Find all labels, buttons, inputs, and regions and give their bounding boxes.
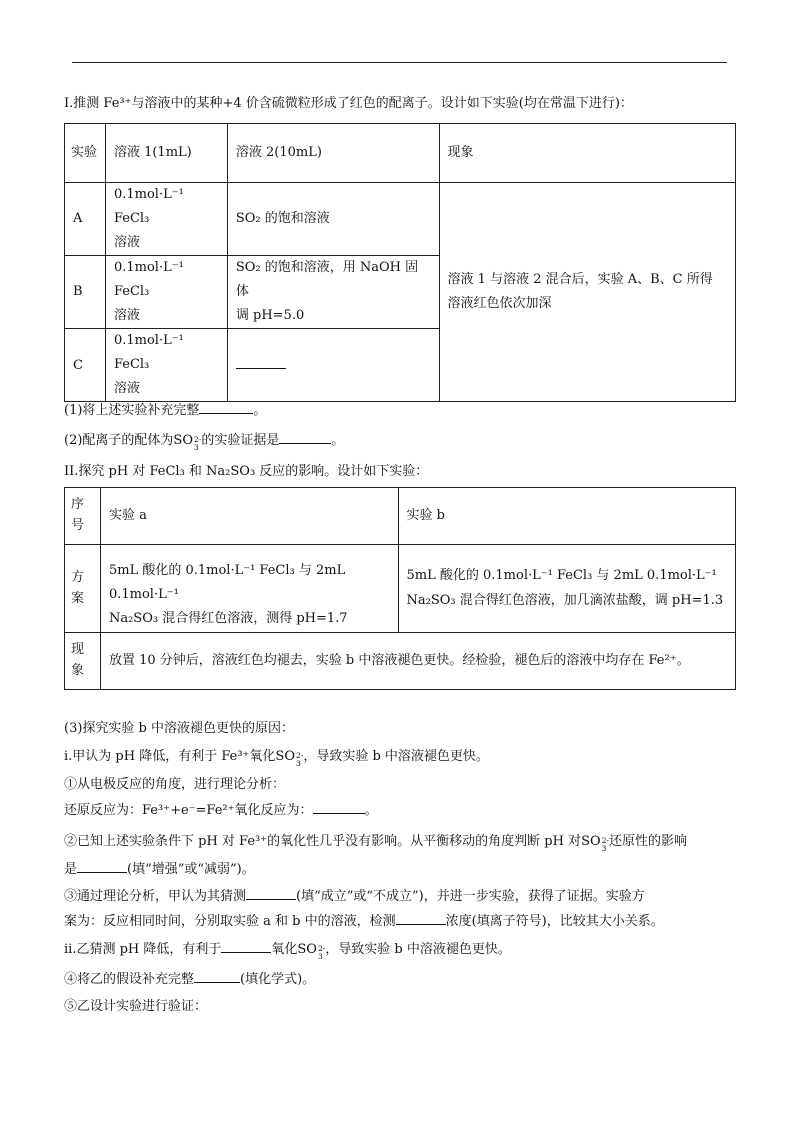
sulfite-ion: SO 2- 3 xyxy=(173,433,202,452)
sulfite-ion: SO 2- 3 xyxy=(275,749,304,768)
hypothesis-ii: ii.乙猜测 pH 降低，有利于 氧化 SO 2- 3 ，导致实验 b 中溶液褪色更快。 xyxy=(64,939,511,963)
header-solution-2: 溶液 2(10mL) xyxy=(227,124,439,183)
plan-label: 方案 xyxy=(65,545,101,633)
item-5: ⑤乙设计实验进行验证： xyxy=(64,999,208,1014)
row-a-solution-1: 0.1mol·L⁻¹ FeCl₃ 溶液 xyxy=(105,183,227,256)
row-c-solution-1: 0.1mol·L⁻¹ FeCl₃ 溶液 xyxy=(105,329,227,402)
header-rule xyxy=(72,62,727,63)
ion-concentration-blank[interactable] xyxy=(396,911,446,925)
row-b-solution-2: SO₂ 的饱和溶液，用 NaOH 固体 调 pH=5.0 xyxy=(227,256,439,329)
header-experiment-b: 实验 b xyxy=(398,488,735,545)
part1-intro: I.推测 Fe³⁺与溶液中的某种+4 价含硫微粒形成了红色的配离子。设计如下实验(均在常温下进行)： xyxy=(64,96,633,111)
question-3-title: (3)探究实验 b 中溶液褪色更快的原因： xyxy=(64,721,295,736)
sulfite-ion: SO 2- 3 xyxy=(297,942,326,961)
item-2: ②已知上述实验条件下 pH 对 Fe³⁺的氧化性几乎没有影响。从平衡移动的角度判断 pH 对 SO 2- 3 还原性的影响 xyxy=(64,834,687,853)
table1-header-row xyxy=(65,124,736,183)
hypothesis-i: i.甲认为 pH 降低，有利于 Fe³⁺氧化 SO 2- 3 ，导致实验 b 中溶液褪色更快。 xyxy=(64,749,489,768)
q2-answer-blank[interactable] xyxy=(279,430,331,444)
plan-experiment-b: 5mL 酸化的 0.1mol·L⁻¹ FeCl₃ 与 2mL 0.1mol·L⁻¹ Na₂SO₃ 混合得红色溶液，加几滴浓盐酸，调 pH=1.3 xyxy=(398,545,735,633)
row-c-solution-2-blank[interactable] xyxy=(227,329,439,402)
item-3: ③通过理论分析，甲认为其猜测 (填“成立”或“不成立”)，并进一步实验，获得了证据。实验方 xyxy=(64,886,645,907)
reducibility-effect-blank[interactable] xyxy=(77,859,127,873)
formula-blank[interactable] xyxy=(194,969,240,983)
header-solution-1: 溶液 1(1mL) xyxy=(105,124,227,183)
q1-answer-blank[interactable] xyxy=(199,400,253,414)
row-b-label: B xyxy=(65,256,106,329)
table1-row-a xyxy=(65,183,736,256)
part2-intro: II.探究 pH 对 FeCl₃ 和 Na₂SO₃ 反应的影响。设计如下实验： xyxy=(64,464,429,479)
oxidation-reaction-blank[interactable] xyxy=(313,800,365,814)
table2-plan-row xyxy=(65,545,736,633)
experiment-table-2 xyxy=(64,487,736,690)
row-a-solution-2: SO₂ 的饱和溶液 xyxy=(227,183,439,256)
item-1-reactions: 还原反应为：Fe³⁺+e⁻=Fe²⁺氧化反应为： 。 xyxy=(64,800,378,821)
row-c-label: C xyxy=(65,329,106,402)
table2-phenomenon-row xyxy=(65,633,736,690)
item-1: ①从电极反应的角度，进行理论分析： xyxy=(64,777,286,792)
item-2-answer-line: 是 (填“增强”或“减弱”)。 xyxy=(64,859,255,880)
phenomenon-label: 现象 xyxy=(65,633,101,690)
oxidant-blank[interactable] xyxy=(221,939,271,953)
sulfite-ion: SO 2- 3 xyxy=(581,834,609,853)
row-b-solution-1: 0.1mol·L⁻¹ FeCl₃ 溶液 xyxy=(105,256,227,329)
header-phenomenon: 现象 xyxy=(439,124,735,183)
header-experiment: 实验 xyxy=(65,124,106,183)
header-index: 序号 xyxy=(65,488,101,545)
item-3-line2: 案为：反应相同时间，分别取实验 a 和 b 中的溶液，检测 浓度(填离子符号)，比较其大小关系。 xyxy=(64,911,664,932)
phenomenon-text: 放置 10 分钟后，溶液红色均褪去，实验 b 中溶液褪色更快。经检验，褪色后的溶液中均存在 Fe²⁺。 xyxy=(100,633,735,690)
table2-header-row xyxy=(65,488,736,545)
plan-experiment-a: 5mL 酸化的 0.1mol·L⁻¹ FeCl₃ 与 2mL 0.1mol·L⁻¹ Na₂SO₃ 混合得红色溶液，测得 pH=1.7 xyxy=(100,545,398,633)
hypothesis-valid-blank[interactable] xyxy=(246,886,296,900)
question-1: (1)将上述实验补充完整 。 xyxy=(64,400,266,421)
question-2: (2)配离子的配体为 SO 2- 3 的实验证据是 。 xyxy=(64,430,344,454)
phenomenon-cell: 溶液 1 与溶液 2 混合后，实验 A、B、C 所得 溶液红色依次加深 xyxy=(439,183,735,402)
experiment-table-1 xyxy=(64,123,736,402)
item-4: ④将乙的假设补充完整 (填化学式)。 xyxy=(64,969,315,990)
row-a-label: A xyxy=(65,183,106,256)
header-experiment-a: 实验 a xyxy=(100,488,398,545)
